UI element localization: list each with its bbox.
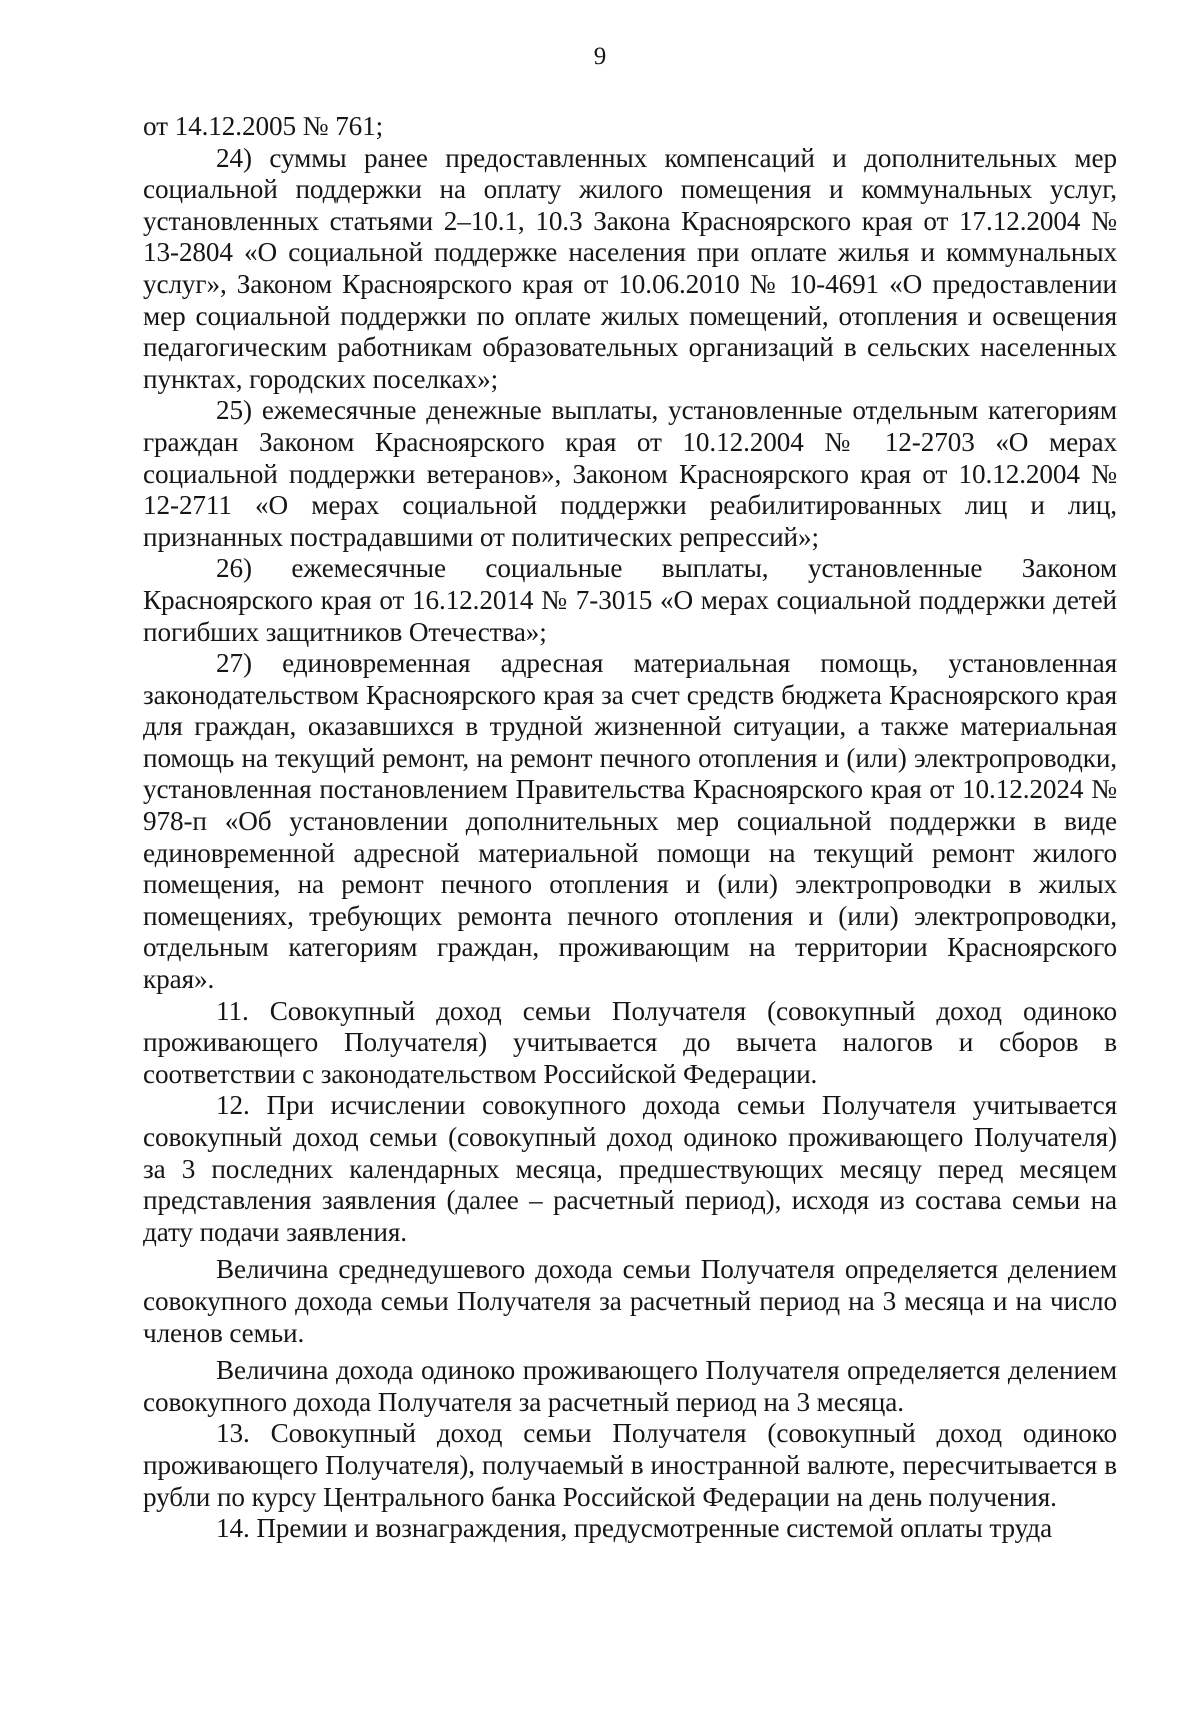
document-body [143, 111, 1117, 1545]
paragraph-item-25: 25) ежемесячные денежные выплаты, установленные отдельным категориям граждан Законом Красноярского края от 10.12.2004 № 12-2703 «О мерах социальной поддержки ветеранов», Законом Красноярского края от 10.12.2004 № 12-2711 «О мерах социальной поддержки реабилитированных лиц и лиц, признанных пострадавшими от политических репрессий»; [143, 395, 1117, 552]
paragraph-average-income: Величина среднедушевого дохода семьи Получателя определяется делением совокупного дохода семьи Получателя за расчетный период на 3 месяца и на число членов семьи. [143, 1254, 1117, 1348]
page-number: 9 [593, 43, 607, 70]
paragraph-clause-12: 12. При исчислении совокупного дохода семьи Получателя учитывается совокупный доход семьи (совокупный доход одиноко проживающего Получателя) за 3 последних календарных месяца, предшествующих месяцу перед месяцем представления заявления (далее – расчетный период), исходя из состава семьи на дату подачи заявления. [143, 1090, 1117, 1247]
paragraph-clause-11: 11. Совокупный доход семьи Получателя (совокупный доход одиноко проживающего Получателя) учитывается до вычета налогов и сборов в соответствии с законодательством Российской Федерации. [143, 995, 1117, 1089]
paragraph-clause-13: 13. Совокупный доход семьи Получателя (совокупный доход одиноко проживающего Получателя), получаемый в иностранной валюте, пересчитывается в рубли по курсу Центрального банка Российской Федерации на день получения. [143, 1418, 1117, 1512]
paragraph-item-27: 27) единовременная адресная материальная помощь, установленная законодательством Красноярского края за счет средств бюджета Красноярского края для граждан, оказавшихся в трудной жизненной ситуации, а также материальная помощь на текущий ремонт, на ремонт печного отопления и (или) электропроводки, установленная постановлением Правительства Красноярского края от 10.12.2024 № 978-п «Об установлении дополнительных мер социальной поддержки в виде единовременной адресной материальной помощи на текущий ремонт жилого помещения, на ремонт печного отопления и (или) электропроводки в жилых помещениях, требующих ремонта печного отопления и (или) электропроводки, отдельным категориям граждан, проживающим на территории Красноярского края». [143, 648, 1117, 995]
paragraph-item-24: 24) суммы ранее предоставленных компенсаций и дополнительных мер социальной поддержки на оплату жилого помещения и коммунальных услуг, установленных статьями 2–10.1, 10.3 Закона Красноярского края от 17.12.2004 № 13-2804 «О социальной поддержке населения при оплате жилья и коммунальных услуг», Законом Красноярского края от 10.06.2010 № 10-4691 «О предоставлении мер социальной поддержки по оплате жилых помещений, отопления и освещения педагогическим работникам образовательных организаций в сельских населенных пунктах, городских поселках»; [143, 142, 1117, 394]
paragraph-continuation: от 14.12.2005 № 761; [143, 111, 384, 141]
paragraph-single-income: Величина дохода одиноко проживающего Получателя определяется делением совокупного дохода Получателя за расчетный период на 3 месяца. [143, 1355, 1117, 1417]
paragraph-clause-14: 14. Премии и вознаграждения, предусмотренные системой оплаты труда [216, 1513, 1053, 1544]
paragraph-item-26: 26) ежемесячные социальные выплаты, установленные Законом Красноярского края от 16.12.2014 № 7-3015 «О мерах социальной поддержки детей погибших защитников Отечества»; [143, 553, 1117, 647]
